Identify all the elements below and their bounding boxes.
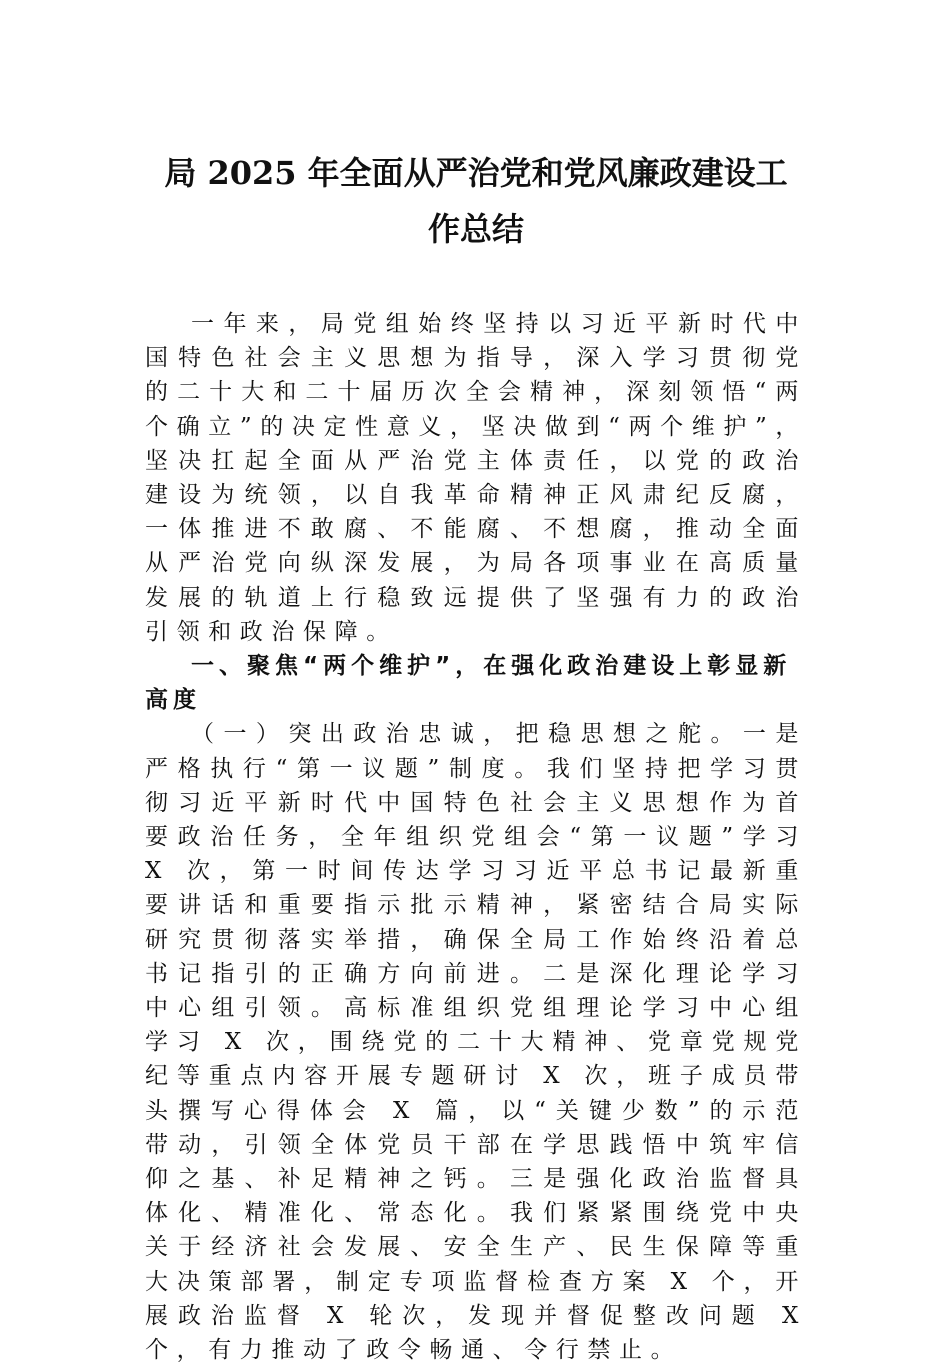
subsection-paragraph-1: （一）突出政治忠诚，把稳思想之舵。一是严格执行“第一议题”制度。我们坚持把学习贯彻习近平新时代中国特色社会主义思想作为首要政治任务，全年组织党组会“第一议题”学习 X 次，第一时间传达学习习近平总书记最新重要讲话和重要指示批示精神，紧密结合局实际研究贯彻落实举措，确保全局工作始终沿着总书记指引的正确方向前进。二是深化理论学习中心组引领。高标准组织党组理论学习中心组学习 X 次，围绕党的二十大精神、党章党规党纪等重点内容开展专题研讨 X 次，班子成员带头撰写心得体会 X 篇，以“关键少数”的示范带动，引领全体党员干部在学思践悟中筑牢信仰之基、补足精神之钙。三是强化政治监督具体化、精准化、常态化。我们紧紧围绕党中央关于经济社会发展、安全生产、民生保障等重大决策部署，制定专项监督检查方案 X 个，开展政治监督 X 轮次，发现并督促整改问题 X 个，有力推动了政令畅通、令行禁止。 <box>145 721 807 1364</box>
intro-paragraph: 一年来，局党组始终坚持以习近平新时代中国特色社会主义思想为指导，深入学习贯彻党的二十大和二十届历次全会精神，深刻领悟“两个确立”的决定性意义，坚决做到“两个维护”，坚决扛起全面从严治党主体责任，以党的政治建设为统领，以自我革命精神正风肃纪反腐，一体推进不敢腐、不能腐、不想腐，推动全面从严治党向纵深发展，为局各项事业在高质量发展的轨道上行稳致远提供了坚强有力的政治引领和政治保障。 <box>145 311 807 645</box>
title-line-2: 作总结 <box>427 210 524 248</box>
document-title <box>145 145 807 257</box>
document-page <box>145 145 807 1367</box>
section-heading-1: 一、聚焦“两个维护”，在强化政治建设上彰显新高度 <box>145 653 792 714</box>
document-body <box>145 307 807 1367</box>
title-line-1: 局 2025 年全面从严治党和党风廉政建设工 <box>164 154 788 192</box>
